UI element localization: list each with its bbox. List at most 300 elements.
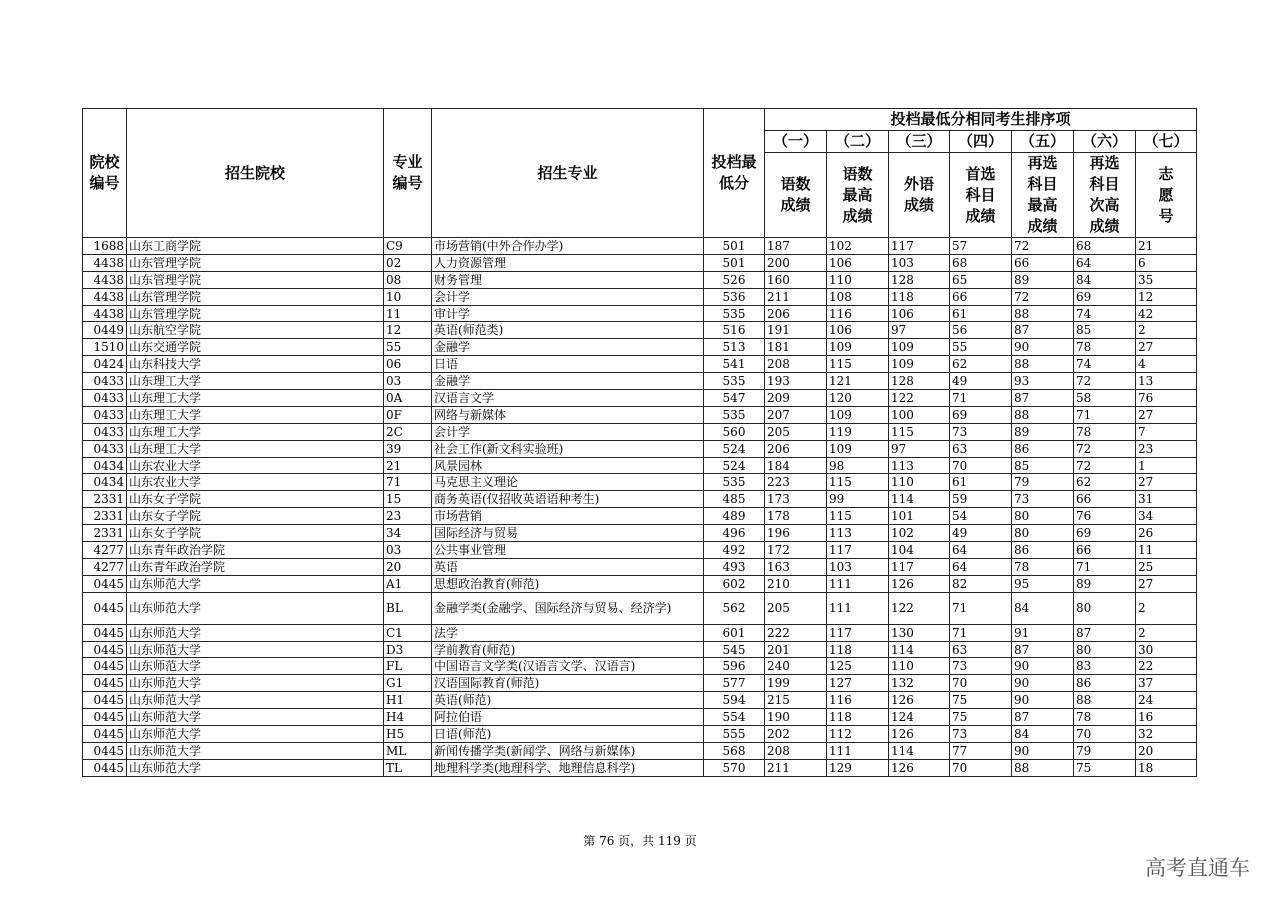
major-code: 03 xyxy=(384,542,432,559)
score-elective-second: 76 xyxy=(1074,508,1136,525)
major-name: 英语 xyxy=(432,558,704,575)
score-elective-second: 74 xyxy=(1074,305,1136,322)
school-code: 4438 xyxy=(83,305,127,322)
score-chinese-math: 191 xyxy=(765,322,827,339)
score-elective-max: 73 xyxy=(1012,491,1074,508)
score-first-subject: 68 xyxy=(950,254,1012,271)
score-first-subject: 82 xyxy=(950,575,1012,592)
score-chinese-math-max: 109 xyxy=(827,406,889,423)
score-foreign-language: 114 xyxy=(889,641,950,658)
min-score: 524 xyxy=(704,457,765,474)
min-score: 513 xyxy=(704,339,765,356)
table-row xyxy=(83,592,1197,624)
table-row xyxy=(83,423,1197,440)
table-row xyxy=(83,542,1197,559)
score-elective-second: 78 xyxy=(1074,709,1136,726)
score-first-subject: 71 xyxy=(950,390,1012,407)
preference-number: 2 xyxy=(1136,322,1197,339)
school-code: 0445 xyxy=(83,592,127,624)
score-first-subject: 57 xyxy=(950,238,1012,255)
score-elective-second: 87 xyxy=(1074,624,1136,641)
score-elective-max: 90 xyxy=(1012,692,1074,709)
school-name: 山东师范大学 xyxy=(127,658,384,675)
admission-score-table xyxy=(82,108,1197,777)
preference-number: 18 xyxy=(1136,759,1197,776)
table-row xyxy=(83,726,1197,743)
watermark: 高考直通车 xyxy=(1145,856,1250,880)
school-code: 0433 xyxy=(83,423,127,440)
table-row xyxy=(83,508,1197,525)
min-score: 547 xyxy=(704,390,765,407)
score-elective-second: 83 xyxy=(1074,658,1136,675)
major-name: 金融学 xyxy=(432,373,704,390)
score-foreign-language: 102 xyxy=(889,525,950,542)
score-chinese-math: 196 xyxy=(765,525,827,542)
score-first-subject: 49 xyxy=(950,373,1012,390)
min-score: 602 xyxy=(704,575,765,592)
sort-item-number: （七） xyxy=(1136,131,1197,153)
major-name: 思想政治教育(师范) xyxy=(432,575,704,592)
score-elective-max: 93 xyxy=(1012,373,1074,390)
score-foreign-language: 122 xyxy=(889,390,950,407)
score-elective-max: 87 xyxy=(1012,709,1074,726)
preference-number: 13 xyxy=(1136,373,1197,390)
preference-number: 76 xyxy=(1136,390,1197,407)
school-code: 0445 xyxy=(83,675,127,692)
school-code: 0433 xyxy=(83,440,127,457)
score-chinese-math-max: 113 xyxy=(827,525,889,542)
score-foreign-language: 117 xyxy=(889,558,950,575)
school-code: 0445 xyxy=(83,624,127,641)
score-chinese-math: 199 xyxy=(765,675,827,692)
min-score: 555 xyxy=(704,726,765,743)
score-first-subject: 49 xyxy=(950,525,1012,542)
header-min-score: 投档最低分 xyxy=(704,109,765,238)
major-name: 马克思主义理论 xyxy=(432,474,704,491)
score-elective-max: 72 xyxy=(1012,288,1074,305)
table-row xyxy=(83,641,1197,658)
score-foreign-language: 126 xyxy=(889,759,950,776)
score-chinese-math: 210 xyxy=(765,575,827,592)
score-chinese-math: 190 xyxy=(765,709,827,726)
school-name: 山东农业大学 xyxy=(127,457,384,474)
table-row xyxy=(83,624,1197,641)
school-name: 山东理工大学 xyxy=(127,423,384,440)
major-name: 市场营销(中外合作办学) xyxy=(432,238,704,255)
score-foreign-language: 104 xyxy=(889,542,950,559)
score-foreign-language: 126 xyxy=(889,726,950,743)
score-foreign-language: 130 xyxy=(889,624,950,641)
min-score: 560 xyxy=(704,423,765,440)
min-score: 493 xyxy=(704,558,765,575)
sort-item-number: （一） xyxy=(765,131,827,153)
score-chinese-math-max: 109 xyxy=(827,339,889,356)
major-code: 12 xyxy=(384,322,432,339)
school-name: 山东师范大学 xyxy=(127,742,384,759)
score-chinese-math: 178 xyxy=(765,508,827,525)
min-score: 554 xyxy=(704,709,765,726)
school-name: 山东青年政治学院 xyxy=(127,542,384,559)
major-code: BL xyxy=(384,592,432,624)
score-chinese-math-max: 115 xyxy=(827,356,889,373)
major-code: 23 xyxy=(384,508,432,525)
min-score: 596 xyxy=(704,658,765,675)
school-name: 山东管理学院 xyxy=(127,271,384,288)
page-number: 第 76 页，共 119 页 xyxy=(583,834,697,848)
school-code: 0433 xyxy=(83,390,127,407)
score-elective-max: 95 xyxy=(1012,575,1074,592)
major-name: 新闻传播学类(新闻学、网络与新媒体) xyxy=(432,742,704,759)
score-chinese-math-max: 118 xyxy=(827,641,889,658)
school-name: 山东理工大学 xyxy=(127,373,384,390)
header-school-code: 院校编号 xyxy=(83,109,127,238)
score-elective-max: 87 xyxy=(1012,322,1074,339)
score-elective-max: 89 xyxy=(1012,423,1074,440)
major-code: 0A xyxy=(384,390,432,407)
school-name: 山东女子学院 xyxy=(127,508,384,525)
table-row xyxy=(83,373,1197,390)
score-elective-second: 71 xyxy=(1074,558,1136,575)
school-name: 山东科技大学 xyxy=(127,356,384,373)
score-elective-second: 79 xyxy=(1074,742,1136,759)
table-row xyxy=(83,658,1197,675)
score-first-subject: 61 xyxy=(950,305,1012,322)
major-name: 英语(师范) xyxy=(432,692,704,709)
school-code: 0433 xyxy=(83,406,127,423)
school-code: 4438 xyxy=(83,271,127,288)
major-code: A1 xyxy=(384,575,432,592)
table-row xyxy=(83,759,1197,776)
school-name: 山东理工大学 xyxy=(127,406,384,423)
score-elective-second: 84 xyxy=(1074,271,1136,288)
score-foreign-language: 126 xyxy=(889,575,950,592)
score-chinese-math-max: 111 xyxy=(827,742,889,759)
table-row xyxy=(83,254,1197,271)
sort-item-number: （五） xyxy=(1012,131,1074,153)
table-row xyxy=(83,474,1197,491)
school-code: 1688 xyxy=(83,238,127,255)
score-chinese-math-max: 118 xyxy=(827,709,889,726)
table-row xyxy=(83,440,1197,457)
min-score: 562 xyxy=(704,592,765,624)
score-first-subject: 62 xyxy=(950,356,1012,373)
table-row xyxy=(83,339,1197,356)
preference-number: 11 xyxy=(1136,542,1197,559)
table-row xyxy=(83,675,1197,692)
score-first-subject: 63 xyxy=(950,440,1012,457)
school-code: 0445 xyxy=(83,759,127,776)
min-score: 489 xyxy=(704,508,765,525)
score-elective-second: 72 xyxy=(1074,373,1136,390)
score-chinese-math: 240 xyxy=(765,658,827,675)
preference-number: 22 xyxy=(1136,658,1197,675)
table-row xyxy=(83,356,1197,373)
major-name: 风景园林 xyxy=(432,457,704,474)
preference-number: 1 xyxy=(1136,457,1197,474)
preference-number: 27 xyxy=(1136,575,1197,592)
major-name: 商务英语(仅招收英语语种考生) xyxy=(432,491,704,508)
major-name: 金融学 xyxy=(432,339,704,356)
table-row xyxy=(83,709,1197,726)
score-chinese-math-max: 111 xyxy=(827,575,889,592)
school-code: 0434 xyxy=(83,474,127,491)
score-elective-second: 74 xyxy=(1074,356,1136,373)
score-first-subject: 70 xyxy=(950,759,1012,776)
table-row xyxy=(83,457,1197,474)
school-name: 山东农业大学 xyxy=(127,474,384,491)
min-score: 535 xyxy=(704,474,765,491)
major-code: FL xyxy=(384,658,432,675)
score-chinese-math: 209 xyxy=(765,390,827,407)
score-elective-second: 66 xyxy=(1074,491,1136,508)
school-code: 0449 xyxy=(83,322,127,339)
preference-number: 26 xyxy=(1136,525,1197,542)
min-score: 535 xyxy=(704,373,765,390)
score-first-subject: 69 xyxy=(950,406,1012,423)
score-first-subject: 66 xyxy=(950,288,1012,305)
score-chinese-math-max: 106 xyxy=(827,322,889,339)
score-first-subject: 63 xyxy=(950,641,1012,658)
score-chinese-math: 206 xyxy=(765,440,827,457)
score-elective-second: 78 xyxy=(1074,423,1136,440)
score-chinese-math-max: 116 xyxy=(827,692,889,709)
major-code: 11 xyxy=(384,305,432,322)
score-foreign-language: 109 xyxy=(889,339,950,356)
major-code: H5 xyxy=(384,726,432,743)
score-elective-second: 64 xyxy=(1074,254,1136,271)
preference-number: 32 xyxy=(1136,726,1197,743)
preference-number: 30 xyxy=(1136,641,1197,658)
score-chinese-math: 207 xyxy=(765,406,827,423)
major-name: 日语 xyxy=(432,356,704,373)
major-code: 06 xyxy=(384,356,432,373)
score-chinese-math: 205 xyxy=(765,592,827,624)
score-chinese-math-max: 115 xyxy=(827,474,889,491)
school-code: 0434 xyxy=(83,457,127,474)
score-first-subject: 61 xyxy=(950,474,1012,491)
score-first-subject: 73 xyxy=(950,423,1012,440)
score-chinese-math: 223 xyxy=(765,474,827,491)
school-code: 0445 xyxy=(83,742,127,759)
score-elective-max: 91 xyxy=(1012,624,1074,641)
preference-number: 7 xyxy=(1136,423,1197,440)
header-major-code: 专业编号 xyxy=(384,109,432,238)
score-chinese-math-max: 116 xyxy=(827,305,889,322)
preference-number: 25 xyxy=(1136,558,1197,575)
major-code: 71 xyxy=(384,474,432,491)
score-elective-max: 88 xyxy=(1012,356,1074,373)
min-score: 535 xyxy=(704,406,765,423)
major-code: H4 xyxy=(384,709,432,726)
min-score: 501 xyxy=(704,254,765,271)
score-chinese-math-max: 99 xyxy=(827,491,889,508)
major-name: 财务管理 xyxy=(432,271,704,288)
score-chinese-math: 181 xyxy=(765,339,827,356)
score-first-subject: 77 xyxy=(950,742,1012,759)
score-chinese-math-max: 108 xyxy=(827,288,889,305)
preference-number: 31 xyxy=(1136,491,1197,508)
school-name: 山东女子学院 xyxy=(127,525,384,542)
score-first-subject: 56 xyxy=(950,322,1012,339)
sort-item-number: （六） xyxy=(1074,131,1136,153)
score-elective-second: 66 xyxy=(1074,542,1136,559)
score-elective-max: 87 xyxy=(1012,390,1074,407)
school-code: 2331 xyxy=(83,508,127,525)
sort-item-label: 外语成绩 xyxy=(889,153,950,238)
score-chinese-math: 184 xyxy=(765,457,827,474)
major-code: D3 xyxy=(384,641,432,658)
score-elective-max: 72 xyxy=(1012,238,1074,255)
score-chinese-math: 163 xyxy=(765,558,827,575)
school-code: 4438 xyxy=(83,288,127,305)
min-score: 601 xyxy=(704,624,765,641)
table-row xyxy=(83,238,1197,255)
score-chinese-math: 201 xyxy=(765,641,827,658)
school-code: 0445 xyxy=(83,726,127,743)
preference-number: 21 xyxy=(1136,238,1197,255)
score-elective-max: 80 xyxy=(1012,525,1074,542)
major-code: C1 xyxy=(384,624,432,641)
score-chinese-math-max: 129 xyxy=(827,759,889,776)
score-elective-second: 89 xyxy=(1074,575,1136,592)
table-row xyxy=(83,575,1197,592)
preference-number: 27 xyxy=(1136,406,1197,423)
major-code: C9 xyxy=(384,238,432,255)
min-score: 492 xyxy=(704,542,765,559)
score-foreign-language: 101 xyxy=(889,508,950,525)
score-foreign-language: 100 xyxy=(889,406,950,423)
preference-number: 24 xyxy=(1136,692,1197,709)
score-chinese-math: 202 xyxy=(765,726,827,743)
school-name: 山东理工大学 xyxy=(127,390,384,407)
score-chinese-math-max: 119 xyxy=(827,423,889,440)
table-row xyxy=(83,692,1197,709)
school-name: 山东管理学院 xyxy=(127,288,384,305)
major-name: 法学 xyxy=(432,624,704,641)
major-code: 08 xyxy=(384,271,432,288)
score-first-subject: 70 xyxy=(950,457,1012,474)
score-elective-second: 75 xyxy=(1074,759,1136,776)
sort-item-label: 再选科目最高成绩 xyxy=(1012,153,1074,238)
score-foreign-language: 122 xyxy=(889,592,950,624)
score-elective-second: 71 xyxy=(1074,406,1136,423)
school-code: 0445 xyxy=(83,709,127,726)
score-chinese-math: 173 xyxy=(765,491,827,508)
table-row xyxy=(83,305,1197,322)
score-chinese-math: 187 xyxy=(765,238,827,255)
score-first-subject: 64 xyxy=(950,558,1012,575)
score-foreign-language: 110 xyxy=(889,658,950,675)
school-code: 0445 xyxy=(83,658,127,675)
preference-number: 42 xyxy=(1136,305,1197,322)
min-score: 570 xyxy=(704,759,765,776)
score-elective-max: 84 xyxy=(1012,726,1074,743)
score-elective-max: 90 xyxy=(1012,742,1074,759)
school-code: 4277 xyxy=(83,558,127,575)
school-code: 0445 xyxy=(83,575,127,592)
min-score: 545 xyxy=(704,641,765,658)
preference-number: 27 xyxy=(1136,339,1197,356)
major-name: 地理科学类(地理科学、地理信息科学) xyxy=(432,759,704,776)
table-row xyxy=(83,322,1197,339)
major-code: 03 xyxy=(384,373,432,390)
school-code: 0445 xyxy=(83,641,127,658)
school-name: 山东交通学院 xyxy=(127,339,384,356)
school-name: 山东师范大学 xyxy=(127,592,384,624)
school-name: 山东师范大学 xyxy=(127,726,384,743)
score-foreign-language: 114 xyxy=(889,742,950,759)
score-foreign-language: 128 xyxy=(889,373,950,390)
score-chinese-math-max: 127 xyxy=(827,675,889,692)
sort-item-label: 再选科目次高成绩 xyxy=(1074,153,1136,238)
score-elective-max: 89 xyxy=(1012,271,1074,288)
major-code: ML xyxy=(384,742,432,759)
min-score: 524 xyxy=(704,440,765,457)
score-chinese-math: 172 xyxy=(765,542,827,559)
major-name: 金融学类(金融学、国际经济与贸易、经济学) xyxy=(432,592,704,624)
score-foreign-language: 110 xyxy=(889,474,950,491)
major-code: 0F xyxy=(384,406,432,423)
score-elective-max: 78 xyxy=(1012,558,1074,575)
min-score: 541 xyxy=(704,356,765,373)
score-chinese-math: 222 xyxy=(765,624,827,641)
table-row xyxy=(83,271,1197,288)
major-code: 02 xyxy=(384,254,432,271)
table-row xyxy=(83,288,1197,305)
score-chinese-math: 215 xyxy=(765,692,827,709)
score-foreign-language: 103 xyxy=(889,254,950,271)
score-foreign-language: 97 xyxy=(889,322,950,339)
score-chinese-math: 211 xyxy=(765,759,827,776)
score-elective-second: 69 xyxy=(1074,525,1136,542)
score-chinese-math-max: 117 xyxy=(827,542,889,559)
score-elective-second: 88 xyxy=(1074,692,1136,709)
major-name: 会计学 xyxy=(432,423,704,440)
major-code: 55 xyxy=(384,339,432,356)
score-foreign-language: 118 xyxy=(889,288,950,305)
score-elective-max: 88 xyxy=(1012,406,1074,423)
score-chinese-math-max: 106 xyxy=(827,254,889,271)
score-foreign-language: 124 xyxy=(889,709,950,726)
major-name: 汉语国际教育(师范) xyxy=(432,675,704,692)
school-name: 山东女子学院 xyxy=(127,491,384,508)
min-score: 496 xyxy=(704,525,765,542)
score-chinese-math: 208 xyxy=(765,742,827,759)
score-chinese-math-max: 109 xyxy=(827,440,889,457)
score-chinese-math-max: 115 xyxy=(827,508,889,525)
min-score: 577 xyxy=(704,675,765,692)
score-first-subject: 65 xyxy=(950,271,1012,288)
score-chinese-math-max: 120 xyxy=(827,390,889,407)
school-code: 0445 xyxy=(83,692,127,709)
score-elective-max: 88 xyxy=(1012,305,1074,322)
major-code: 20 xyxy=(384,558,432,575)
score-chinese-math-max: 121 xyxy=(827,373,889,390)
min-score: 536 xyxy=(704,288,765,305)
score-chinese-math-max: 103 xyxy=(827,558,889,575)
score-elective-second: 69 xyxy=(1074,288,1136,305)
score-foreign-language: 106 xyxy=(889,305,950,322)
score-first-subject: 71 xyxy=(950,592,1012,624)
sort-item-label: 志愿号 xyxy=(1136,153,1197,238)
score-chinese-math: 160 xyxy=(765,271,827,288)
school-name: 山东管理学院 xyxy=(127,254,384,271)
major-code: H1 xyxy=(384,692,432,709)
major-name: 中国语言文学类(汉语言文学、汉语言) xyxy=(432,658,704,675)
min-score: 501 xyxy=(704,238,765,255)
school-name: 山东师范大学 xyxy=(127,575,384,592)
major-name: 汉语言文学 xyxy=(432,390,704,407)
